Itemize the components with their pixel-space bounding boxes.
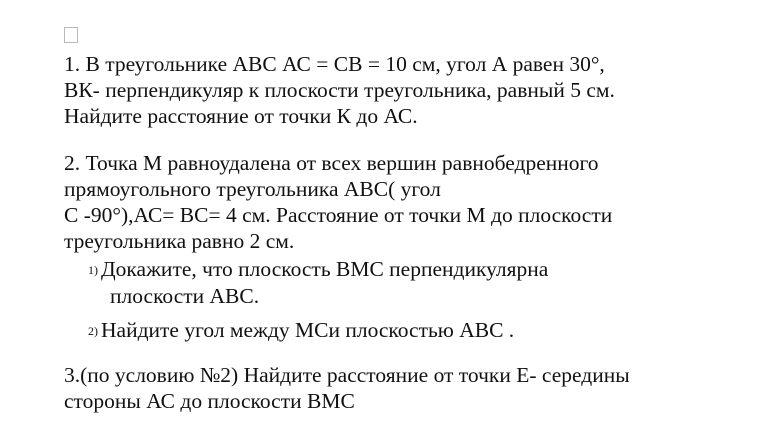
problem-1-line-2: ВК- перпендикуляр к плоскости треугольника, равный 5 см.: [64, 78, 615, 102]
problem-2-line-4: треугольника равно 2 см.: [64, 229, 295, 253]
problem-3: [64, 362, 630, 414]
problem-2-line-1: 2. Точка М равноудалена от всех вершин равнобедренного: [64, 151, 599, 175]
problem-2-line-2: прямоугольного треугольника АВС( угол: [64, 177, 441, 201]
subitem-1-line-2: плоскости АВС.: [110, 284, 260, 308]
problem-1-line-1: 1. В треугольнике АВС АС = СВ = 10 см, угол А равен 30°,: [64, 52, 605, 76]
subitem-2-number: 2): [88, 324, 98, 338]
subitem-2-line-1: Найдите угол между МСи плоскостью АВС .: [101, 318, 515, 342]
problem-3-line-2: стороны АС до плоскости ВМС: [64, 389, 355, 413]
problem-2: [64, 150, 612, 254]
subitem-1-number: 1): [88, 263, 98, 277]
problem-1: [64, 51, 615, 129]
problem-2-subitem-1: [88, 256, 548, 309]
problem-1-line-3: Найдите расстояние от точки К до АС.: [64, 104, 418, 128]
missing-glyph-box-icon: [64, 27, 78, 43]
problem-2-line-3: С -90°),АС= ВС= 4 см. Расстояние от точки М до плоскости: [64, 203, 613, 227]
problem-3-line-1: 3.(по условию №2) Найдите расстояние от точки Е- середины: [64, 363, 630, 387]
subitem-1-line-1: Докажите, что плоскость ВМС перпендикулярна: [101, 257, 549, 281]
problem-2-subitem-2: [88, 317, 514, 344]
